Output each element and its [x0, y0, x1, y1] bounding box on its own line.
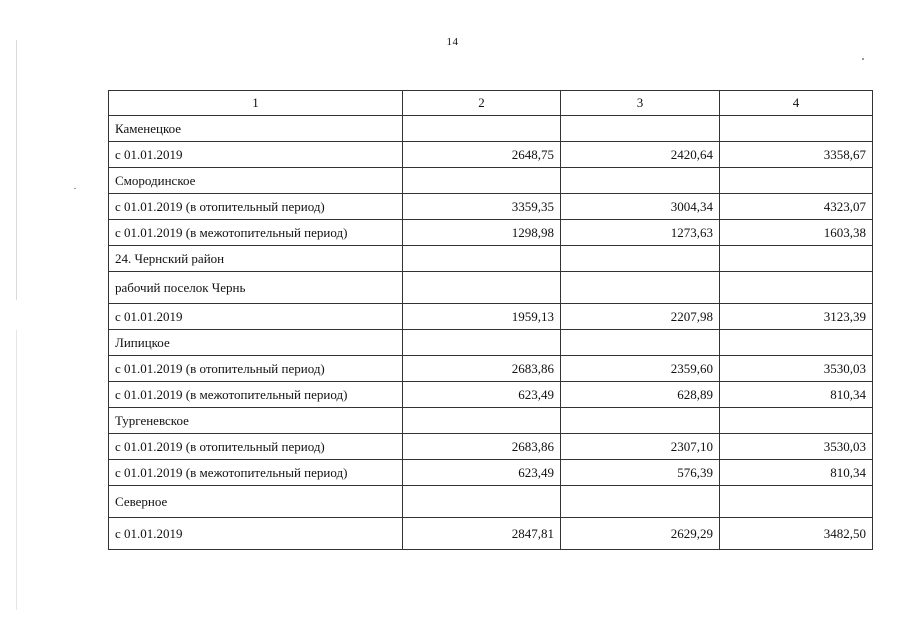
- value-cell: 1959,13: [403, 304, 561, 330]
- table-row: [109, 486, 873, 518]
- table-row: [109, 168, 873, 194]
- row-label: Смородинское: [109, 168, 403, 194]
- tariff-table: [108, 90, 873, 550]
- value-cell: [561, 116, 720, 142]
- row-label: Липицкое: [109, 330, 403, 356]
- row-label: Северное: [109, 486, 403, 518]
- table-row: [109, 304, 873, 330]
- row-label: Тургеневское: [109, 408, 403, 434]
- row-label: с 01.01.2019: [109, 142, 403, 168]
- value-cell: [403, 408, 561, 434]
- page-number: 14: [446, 36, 459, 48]
- value-cell: [403, 168, 561, 194]
- value-cell: [561, 246, 720, 272]
- value-cell: [561, 272, 720, 304]
- row-label: 24. Чернский район: [109, 246, 403, 272]
- table-header-row: [109, 91, 873, 116]
- value-cell: 2420,64: [561, 142, 720, 168]
- value-cell: 4323,07: [720, 194, 873, 220]
- value-cell: 3004,34: [561, 194, 720, 220]
- value-cell: 810,34: [720, 460, 873, 486]
- row-label: с 01.01.2019: [109, 304, 403, 330]
- value-cell: 1298,98: [403, 220, 561, 246]
- value-cell: [720, 408, 873, 434]
- scan-artifact: [16, 40, 17, 300]
- value-cell: [720, 116, 873, 142]
- value-cell: 2847,81: [403, 518, 561, 550]
- table-row: [109, 194, 873, 220]
- value-cell: [403, 272, 561, 304]
- row-label: с 01.01.2019 (в отопительный период): [109, 194, 403, 220]
- table-row: [109, 460, 873, 486]
- table-row: [109, 518, 873, 550]
- value-cell: [403, 330, 561, 356]
- header-cell: 4: [720, 91, 873, 116]
- value-cell: [561, 486, 720, 518]
- table-row: [109, 382, 873, 408]
- value-cell: [720, 330, 873, 356]
- table-row: [109, 142, 873, 168]
- table-row: [109, 246, 873, 272]
- row-label: с 01.01.2019: [109, 518, 403, 550]
- value-cell: [403, 246, 561, 272]
- value-cell: 810,34: [720, 382, 873, 408]
- scan-artifact: [16, 330, 17, 610]
- value-cell: 2359,60: [561, 356, 720, 382]
- scan-artifact: [74, 188, 76, 189]
- value-cell: 2683,86: [403, 356, 561, 382]
- value-cell: 3530,03: [720, 356, 873, 382]
- value-cell: 2629,29: [561, 518, 720, 550]
- value-cell: 623,49: [403, 460, 561, 486]
- header-cell: 2: [403, 91, 561, 116]
- value-cell: [561, 330, 720, 356]
- value-cell: [403, 116, 561, 142]
- value-cell: [720, 272, 873, 304]
- table-row: [109, 220, 873, 246]
- row-label: с 01.01.2019 (в отопительный период): [109, 434, 403, 460]
- table-row: [109, 330, 873, 356]
- row-label: с 01.01.2019 (в межотопительный период): [109, 382, 403, 408]
- value-cell: 2683,86: [403, 434, 561, 460]
- value-cell: [720, 168, 873, 194]
- value-cell: 2648,75: [403, 142, 561, 168]
- value-cell: [561, 168, 720, 194]
- table-row: [109, 116, 873, 142]
- scan-artifact: [862, 58, 864, 60]
- value-cell: 2207,98: [561, 304, 720, 330]
- row-label: Каменецкое: [109, 116, 403, 142]
- value-cell: 3358,67: [720, 142, 873, 168]
- value-cell: 3482,50: [720, 518, 873, 550]
- value-cell: 628,89: [561, 382, 720, 408]
- value-cell: [403, 486, 561, 518]
- value-cell: 3123,39: [720, 304, 873, 330]
- table-row: [109, 408, 873, 434]
- value-cell: 3530,03: [720, 434, 873, 460]
- value-cell: 1603,38: [720, 220, 873, 246]
- table-row: [109, 356, 873, 382]
- value-cell: 576,39: [561, 460, 720, 486]
- value-cell: [561, 408, 720, 434]
- row-label: с 01.01.2019 (в межотопительный период): [109, 460, 403, 486]
- value-cell: 3359,35: [403, 194, 561, 220]
- value-cell: [720, 246, 873, 272]
- value-cell: 623,49: [403, 382, 561, 408]
- value-cell: 2307,10: [561, 434, 720, 460]
- value-cell: [720, 486, 873, 518]
- row-label: рабочий поселок Чернь: [109, 272, 403, 304]
- table-row: [109, 272, 873, 304]
- header-cell: 1: [109, 91, 403, 116]
- row-label: с 01.01.2019 (в отопительный период): [109, 356, 403, 382]
- row-label: с 01.01.2019 (в межотопительный период): [109, 220, 403, 246]
- header-cell: 3: [561, 91, 720, 116]
- value-cell: 1273,63: [561, 220, 720, 246]
- table-row: [109, 434, 873, 460]
